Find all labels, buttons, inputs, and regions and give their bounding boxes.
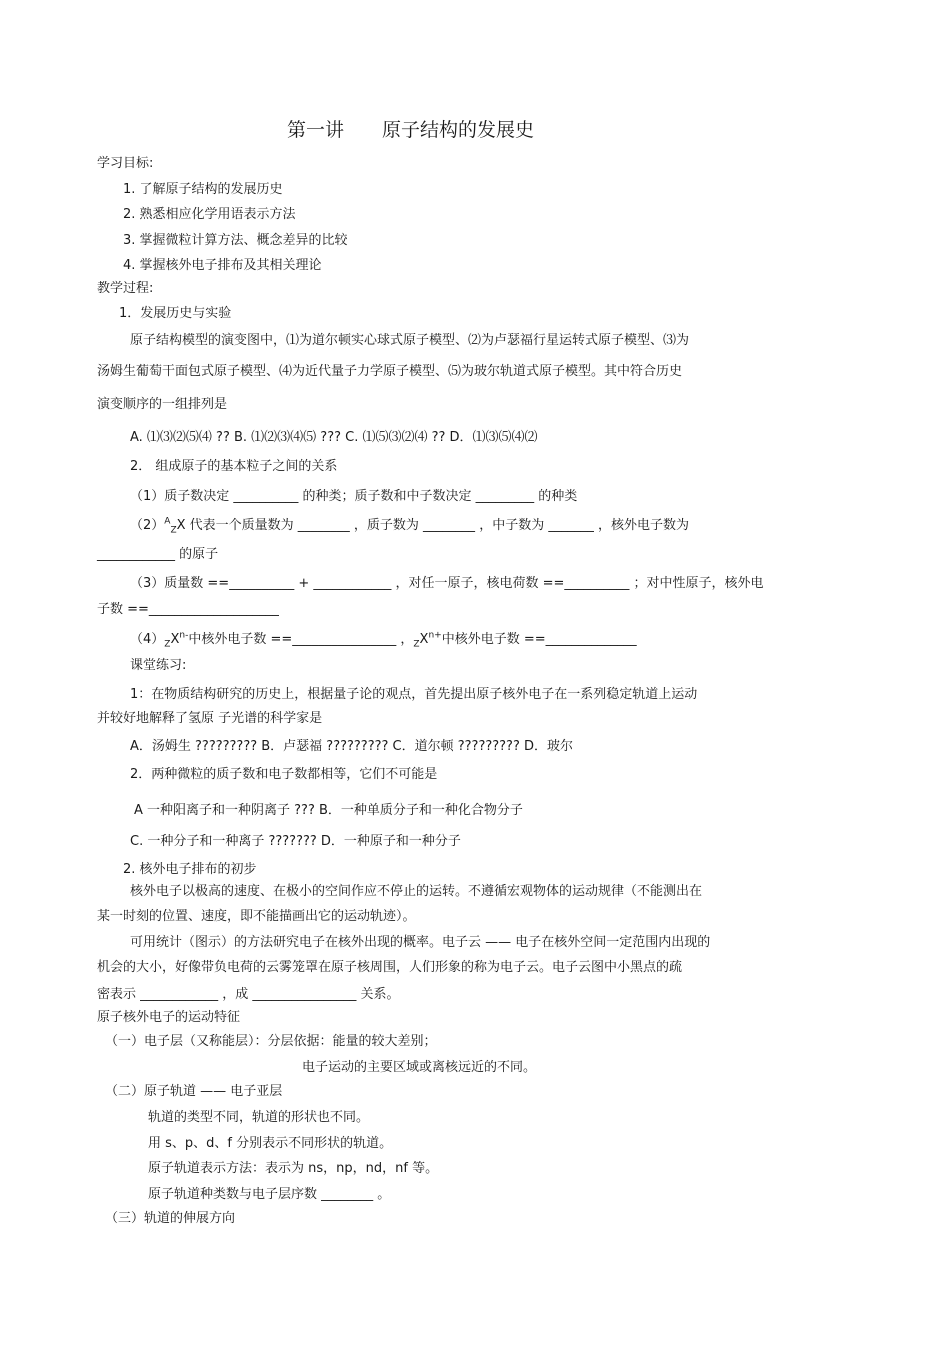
- process-heading: 教学过程:: [97, 281, 154, 296]
- feature-electron-shell: （一）电子层（又称能层）：分层依据：能量的较大差别；: [105, 1034, 437, 1049]
- item4-end: 中核外电子数 ==______________: [441, 632, 637, 647]
- anion-subscript: Z: [164, 639, 171, 650]
- section1-question-line: 演变顺序的一组排列是: [97, 397, 228, 412]
- atomic-number-subscript: Z: [170, 525, 177, 536]
- section2-item1: （1）质子数决定 __________ 的种类；质子数和中子数决定 _________ 的种类: [130, 489, 578, 504]
- orbital-note: 原子轨道种类数与电子层序数 ________ 。: [148, 1187, 391, 1202]
- title-lecture-number: 第一讲: [287, 119, 345, 141]
- practice-q2-option-cd: C. 一种分子和一种离子 ??????? D．一种原子和一种分子: [130, 834, 461, 849]
- cation-symbol: X: [419, 632, 429, 647]
- page-title: [287, 118, 534, 142]
- objective-item: 4. 掌握核外电子排布及其相关理论: [123, 258, 322, 273]
- practice-q1-line: 并较好地解释了氢原 子光谱的科学家是: [97, 711, 323, 726]
- section2-item2: [130, 518, 689, 534]
- section3-paragraph-line: 可用统计（图示）的方法研究电子在核外出现的概率。电子云 —— 电子在核外空间一定范围内出现的: [130, 935, 711, 950]
- title-topic: 原子结构的发展史: [382, 119, 535, 141]
- item4-middle: 中核外电子数 ==________________ ，: [188, 632, 414, 647]
- practice-heading: 课堂练习:: [130, 658, 187, 673]
- feature-orbital-orientation: （三）轨道的伸展方向: [105, 1211, 236, 1226]
- orbital-note: 原子轨道表示方法：表示为 ns，np，nd，nf 等。: [148, 1161, 439, 1176]
- section3-paragraph-line: 核外电子以极高的速度、在极小的空间作应不停止的运转。不遵循宏观物体的运动规律（不能测出在: [130, 884, 703, 899]
- objective-item: 1. 了解原子结构的发展历史: [123, 182, 283, 197]
- practice-q2: 2．两种微粒的质子数和电子数都相等，它们不可能是: [130, 767, 438, 782]
- anion-symbol: X: [170, 632, 180, 647]
- features-heading: 原子核外电子的运动特征: [97, 1010, 241, 1025]
- anion-charge: n-: [179, 630, 189, 641]
- section1-heading: 1．发展历史与实验: [119, 306, 232, 321]
- objective-item: 2. 熟悉相应化学用语表示方法: [123, 207, 296, 222]
- section2-heading: 2． 组成原子的基本粒子之间的关系: [130, 459, 338, 474]
- feature-electron-shell-continued: 电子运动的主要区域或离核远近的不同。: [302, 1060, 537, 1075]
- practice-q2-option-ab: A 一种阳离子和一种阴离子 ??? B．一种单质分子和一种化合物分子: [134, 803, 523, 818]
- section2-item3: （3）质量数 ==__________ + ____________ ，对任一原子，核电荷数 ==__________ ；对中性原子，核外电: [130, 576, 764, 591]
- objective-item: 3. 掌握微粒计算方法、概念差异的比较: [123, 233, 348, 248]
- item4-prefix: （4）: [130, 632, 165, 647]
- section2-item4: [130, 632, 637, 648]
- orbital-note: 轨道的类型不同，轨道的形状也不同。: [148, 1110, 370, 1125]
- section1-question-line: 汤姆生葡萄干面包式原子模型、⑷为近代量子力学原子模型、⑸为玻尔轨道式原子模型。其中符合历史: [97, 364, 683, 379]
- section2-item2-continued: ____________ 的原子: [97, 547, 219, 562]
- cation-charge: n+: [428, 630, 442, 641]
- mass-number-superscript: A: [164, 516, 171, 527]
- section2-item3-continued: 子数 ==____________________: [97, 602, 279, 617]
- section3-paragraph-line: 密表示 ____________ ，成 ________________ 关系。: [97, 987, 400, 1002]
- feature-atomic-orbital: （二）原子轨道 —— 电子亚层: [105, 1084, 283, 1099]
- section3-paragraph-line: 机会的大小，好像带负电荷的云雾笼罩在原子核周围，人们形象的称为电子云。电子云图中小黑点的疏: [97, 960, 683, 975]
- objectives-heading: 学习目标:: [97, 156, 154, 171]
- section3-heading: 2. 核外电子排布的初步: [123, 862, 257, 877]
- practice-q1-line: 1：在物质结构研究的历史上，根据量子论的观点，首先提出原子核外电子在一系列稳定轨道上运动: [130, 687, 698, 702]
- item2-text: X 代表一个质量数为 ________ ，质子数为 ________ ，中子数为 _______ ，核外电子数为: [176, 518, 689, 533]
- practice-q1-options: A．汤姆生 ????????? B．卢瑟福 ????????? C．道尔顿 ????????? D．玻尔: [130, 739, 573, 754]
- section1-question-line: 原子结构模型的演变图中，⑴为道尔顿实心球式原子模型、⑵为卢瑟福行星运转式原子模型、⑶为: [130, 333, 690, 348]
- item2-prefix: （2）: [130, 518, 165, 533]
- orbital-note: 用 s、p、d、f 分别表示不同形状的轨道。: [148, 1136, 393, 1151]
- section3-paragraph-line: 某一时刻的位置、速度，即不能描画出它的运动轨迹）。: [97, 909, 416, 924]
- cation-subscript: Z: [413, 639, 420, 650]
- section1-options: A. ⑴⑶⑵⑸⑷ ?? B. ⑴⑵⑶⑷⑸ ??? C. ⑴⑸⑶⑵⑷ ?? D．⑴⑶⑸⑷⑵: [130, 430, 538, 445]
